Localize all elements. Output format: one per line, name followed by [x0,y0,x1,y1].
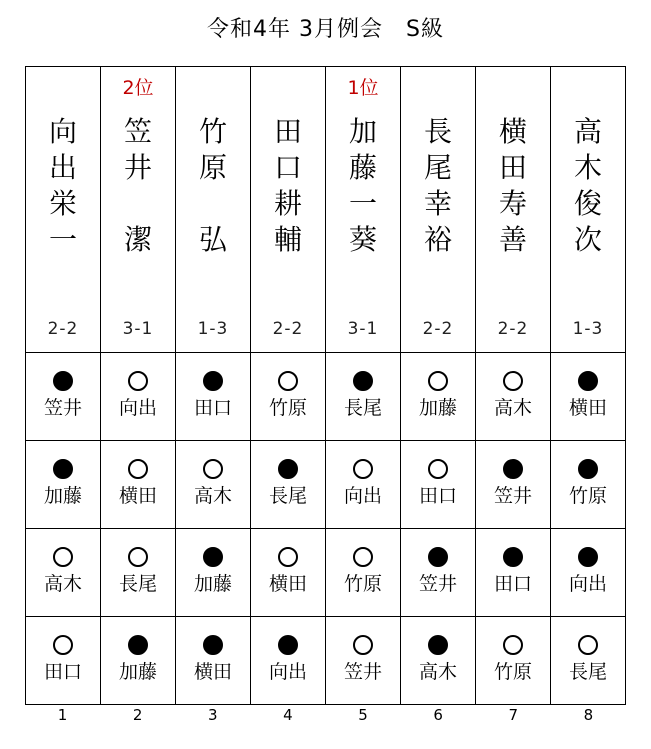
name-char: 葵 [348,223,377,256]
game-cell [251,617,326,705]
opponent-name: 竹原 [493,661,532,683]
name-char: 田 [273,115,302,148]
column-number: 6 [433,706,443,724]
name-char: 笠 [123,115,152,148]
player-header [401,67,476,353]
rank-label [551,77,625,99]
result-stone [353,635,373,655]
rank-label [251,77,325,99]
game-cell [326,617,401,705]
name-char: 向 [48,115,77,148]
name-char: 尾 [423,151,452,184]
opponent-name: 高木 [418,661,457,683]
result-stone [278,459,298,479]
game-cell [401,353,476,441]
result-stone [503,547,523,567]
player-header [176,67,251,353]
name-char: 木 [573,151,602,184]
round-row [26,441,626,529]
name-char: 善 [498,223,527,256]
opponent-name: 田口 [193,397,232,419]
result-stone [128,459,148,479]
opponent-name: 横田 [268,573,307,595]
name-char: 耕 [273,187,302,220]
player-name [326,114,400,258]
opponent-name: 加藤 [193,573,232,595]
game-cell [176,529,251,617]
result-stone [353,371,373,391]
game-cell [251,353,326,441]
result-stone [428,459,448,479]
game-cell [476,617,551,705]
name-char: 潔 [123,223,152,256]
name-char: 俊 [573,187,602,220]
win-loss-record: 2-2 [497,319,529,339]
game-cell [101,529,176,617]
game-cell [26,617,101,705]
game-cell [251,529,326,617]
result-stone [578,459,598,479]
column-number: 3 [208,706,218,724]
opponent-name: 横田 [193,661,232,683]
result-stone [53,459,73,479]
result-stone [203,371,223,391]
game-cell [551,353,626,441]
result-stone [353,547,373,567]
result-stone [503,371,523,391]
game-cell [401,529,476,617]
rank-label: 1位 [347,77,379,99]
player-header-row [26,67,626,353]
rank-label [476,77,550,99]
result-stone [53,635,73,655]
win-loss-record: 2-2 [422,319,454,339]
result-stone [278,547,298,567]
result-stone [203,547,223,567]
game-cell [476,529,551,617]
win-loss-record: 3-1 [347,319,379,339]
game-cell [26,353,101,441]
game-cell [476,441,551,529]
player-name [176,114,250,258]
column-number: 2 [132,706,143,724]
game-cell [101,617,176,705]
column-number: 5 [358,706,368,724]
round-row [26,353,626,441]
game-cell [26,529,101,617]
game-cell [176,353,251,441]
win-loss-record: 1-3 [197,319,229,339]
game-cell [326,529,401,617]
name-char: 出 [48,151,77,184]
player-header [326,67,401,353]
round-row [26,529,626,617]
game-cell [251,441,326,529]
result-stone [53,371,73,391]
game-cell [551,441,626,529]
opponent-name: 加藤 [118,661,157,683]
opponent-name: 長尾 [568,661,607,683]
player-header [476,67,551,353]
result-stone [428,371,448,391]
game-cell [101,441,176,529]
name-char: 原 [198,151,227,184]
column-number: 7 [508,706,519,724]
column-number: 8 [583,706,594,724]
win-loss-record: 3-1 [122,319,154,339]
opponent-name: 田口 [493,573,532,595]
results-table [25,66,626,705]
opponent-name: 加藤 [43,485,82,507]
opponent-name: 笠井 [343,661,382,683]
opponent-name: 笠井 [43,397,82,419]
opponent-name: 笠井 [493,485,532,507]
opponent-name: 向出 [268,661,307,683]
result-stone [428,547,448,567]
result-stone [503,459,523,479]
result-stone [503,635,523,655]
opponent-name: 竹原 [568,485,607,507]
game-cell [326,441,401,529]
opponent-name: 竹原 [343,573,382,595]
game-cell [401,441,476,529]
column-number: 1 [57,706,68,724]
game-cell [401,617,476,705]
name-char: 口 [273,151,302,184]
result-stone [353,459,373,479]
player-header [251,67,326,353]
player-header [26,67,101,353]
name-char: 寿 [498,187,527,220]
opponent-name: 向出 [568,573,607,595]
result-stone [128,635,148,655]
opponent-name: 加藤 [418,397,457,419]
opponent-name: 高木 [493,397,532,419]
result-stone [203,459,223,479]
result-stone [128,547,148,567]
name-char: 栄 [48,187,77,220]
player-name [551,114,625,258]
game-cell [26,441,101,529]
game-cell [551,529,626,617]
game-cell [176,441,251,529]
rank-label [401,77,475,99]
opponent-name: 横田 [568,397,607,419]
name-char: 井 [123,151,152,184]
name-char: 裕 [423,223,452,256]
opponent-name: 向出 [118,397,157,419]
player-header [101,67,176,353]
opponent-name: 横田 [118,485,157,507]
name-char: 高 [573,115,602,148]
name-char: 一 [48,223,77,256]
game-cell [476,353,551,441]
column-number: 4 [283,706,293,724]
opponent-name: 高木 [43,573,82,595]
opponent-name: 長尾 [268,485,307,507]
result-stone [278,371,298,391]
name-char: 弘 [198,223,227,256]
opponent-name: 笠井 [418,573,457,595]
player-name [251,114,325,258]
game-cell [551,617,626,705]
result-stone [278,635,298,655]
player-name [476,114,550,258]
player-name [101,114,175,258]
name-char: 田 [498,151,527,184]
win-loss-record: 1-3 [572,319,604,339]
opponent-name: 竹原 [268,397,307,419]
opponent-name: 長尾 [343,397,382,419]
win-loss-record: 2-2 [272,319,304,339]
game-cell [326,353,401,441]
player-name [26,114,100,258]
rank-label [176,77,250,99]
name-char: 輔 [273,223,302,256]
player-header [551,67,626,353]
opponent-name: 田口 [418,485,457,507]
column-numbers [25,706,626,724]
name-char: 加 [348,115,377,148]
result-stone [203,635,223,655]
result-stone [128,371,148,391]
opponent-name: 田口 [43,661,82,683]
win-loss-record: 2-2 [47,319,79,339]
round-row [26,617,626,705]
result-stone [428,635,448,655]
opponent-name: 長尾 [118,573,157,595]
name-char: 幸 [423,187,452,220]
rank-label [26,77,100,99]
result-stone [578,547,598,567]
name-char: 一 [348,187,377,220]
name-char: 横 [498,115,527,148]
player-name [401,114,475,258]
page-title: 令和4年 3月例会 S級 [207,17,444,42]
name-char: 長 [423,115,452,148]
rank-label: 2位 [122,77,154,99]
result-stone [578,635,598,655]
game-cell [101,353,176,441]
opponent-name: 高木 [193,485,232,507]
result-stone [53,547,73,567]
game-cell [176,617,251,705]
opponent-name: 向出 [343,485,382,507]
name-char: 次 [573,223,602,256]
name-char: 竹 [198,115,227,148]
name-char: 藤 [348,151,377,184]
result-stone [578,371,598,391]
